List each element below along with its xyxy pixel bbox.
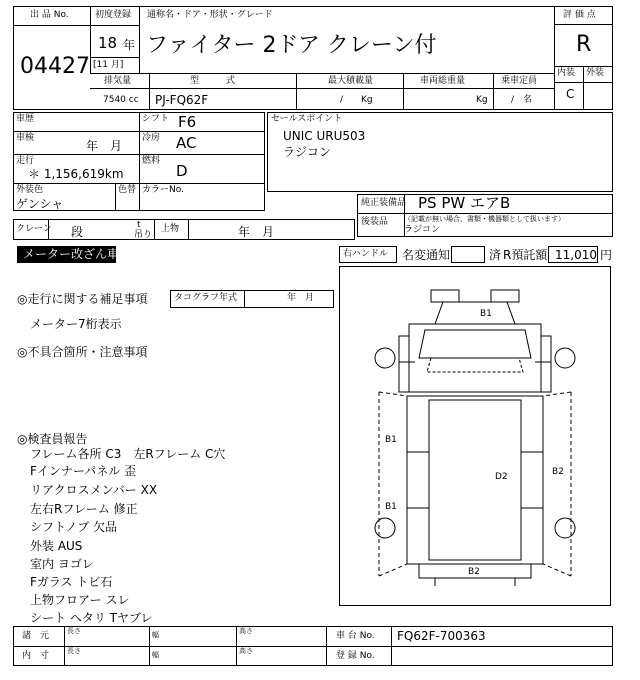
history-label: 車歴 (16, 114, 35, 124)
meter-tamper-text: メーター改ざん車 (23, 247, 120, 261)
sales-point-label: セールスポイント (271, 114, 343, 124)
height-label: 高さ (239, 647, 253, 655)
divider (13, 154, 265, 155)
diagram-mark: B2 (468, 567, 480, 577)
length-label: 長さ (67, 647, 81, 655)
spec-label: 諸 元 (22, 631, 50, 641)
eval-label: 評 価 点 (563, 10, 596, 20)
divider (13, 646, 613, 647)
max-load-label: 最大積載量 (328, 76, 374, 86)
inner-size-label: 内 寸 (22, 651, 50, 661)
mileage-value: ＊ 1,156,619km (28, 167, 124, 181)
divider (554, 24, 613, 25)
ac-value: AC (176, 134, 197, 152)
year-unit: 年 (123, 38, 136, 52)
fuel-value: D (176, 162, 188, 180)
inspector-line: Fガラス トビ石 (30, 575, 113, 589)
model-label: 型 式 (190, 76, 236, 86)
capacity-label: 乗車定員 (501, 76, 538, 86)
gross-label: 車両総重量 (420, 76, 466, 86)
displacement-value: 7540 cc (103, 95, 139, 105)
genuine-value: PS PW エアB (418, 194, 511, 212)
year-value: 18 (98, 34, 118, 52)
lot-no: 04427 (20, 54, 90, 79)
fuel-label: 燃料 (142, 156, 161, 166)
divider (554, 66, 613, 67)
chassis-label: 車 台 No. (336, 631, 375, 641)
diagram-mark: B2 (552, 467, 564, 477)
shift-value: F6 (178, 113, 197, 131)
width-label: 幅 (152, 631, 159, 639)
recycle-unit: 円 (600, 248, 613, 262)
aftermarket-note: （記載が無い場合、書類・機器類として扱います） (404, 215, 565, 223)
defects-title: ◎不具合箇所・注意事項 (17, 345, 148, 359)
divider (554, 82, 613, 83)
inspector-line: Fインナーパネル 歪 (30, 464, 137, 478)
diagram-mark: D2 (495, 472, 508, 482)
crane-hang: 吊り (134, 230, 153, 240)
sales-point-1: UNIC URU503 (283, 129, 366, 143)
meter-tamper-badge (17, 246, 120, 263)
ac-label: 冷房 (142, 133, 161, 143)
divider (391, 626, 392, 666)
inspector-line: シフトノブ 欠品 (30, 520, 118, 534)
color-change-label: 色替 (118, 185, 137, 195)
divider (188, 219, 189, 240)
vehicle-name: ファイター 2ドア クレーン付 (146, 33, 437, 58)
name-label: 通称名・ドア・形状・グレード (147, 10, 273, 20)
truck-diagram (339, 266, 611, 606)
gross-value: Kg (476, 95, 488, 105)
lot-no-label: 出 品 No. (30, 10, 69, 20)
length-label: 長さ (67, 627, 81, 635)
inspection-label: 車検 (16, 133, 35, 143)
divider (357, 213, 613, 214)
divider (115, 183, 116, 211)
inspector-line: フレーム各所 C3 左Rフレーム C穴 (30, 447, 226, 461)
divider (149, 626, 150, 666)
divider (554, 6, 555, 110)
divider (236, 626, 237, 666)
month-value: [11 月] (93, 60, 124, 70)
first-reg-label: 初度登録 (95, 10, 132, 20)
recycle-value: 11,010 (555, 248, 597, 262)
name-change-label: 名変通知 (402, 248, 451, 262)
diagram-mark: B1 (385, 502, 397, 512)
genuine-label: 純正装備品 (361, 198, 407, 208)
inspector-line: 上物フロアー スレ (30, 593, 130, 607)
inspector-line: リアクロスメンバー XX (30, 483, 158, 497)
divider (154, 219, 155, 240)
divider (64, 626, 65, 666)
right-hand-label: 右ハンドル (343, 249, 389, 259)
shift-label: シフト (142, 114, 170, 124)
inspector-line: 左右Rフレーム 修正 (30, 502, 138, 516)
capacity-value: / 名 (511, 95, 533, 105)
recycle-label: R預託額 (503, 248, 548, 262)
divider (90, 88, 554, 89)
tacho-value: 年 月 (287, 293, 315, 303)
divider (139, 112, 140, 211)
divider (149, 73, 150, 110)
width-label: 幅 (152, 651, 159, 659)
interior-score: C (566, 87, 575, 101)
body-date: 年 月 (238, 225, 275, 239)
divider (90, 6, 91, 73)
exterior-label: 外装 (586, 68, 605, 78)
inspector-line: 外装 AUS (30, 539, 83, 553)
crane-ton: t (137, 220, 141, 230)
height-label: 高さ (239, 627, 253, 635)
divider (139, 6, 140, 73)
crane-frame (13, 219, 355, 240)
inspector-title: ◎検査員報告 (17, 432, 88, 446)
body-label: 上物 (161, 224, 180, 234)
model-value: PJ-FQ62F (155, 93, 209, 107)
divider (493, 73, 494, 110)
max-load-value: / Kg (340, 95, 373, 105)
divider (296, 73, 297, 110)
aftermarket-label: 後装品 (361, 217, 389, 227)
eval-score: R (576, 32, 592, 57)
sales-point-2: ラジコン (283, 145, 332, 159)
diagram-mark: B1 (480, 309, 492, 319)
chassis-value: FQ62F-700363 (397, 629, 486, 643)
divider (90, 25, 139, 26)
inspection-value: 年 月 (86, 139, 123, 153)
ext-color-value: ゲンシャ (16, 197, 64, 211)
driving-title: ◎走行に関する補足事項 (17, 292, 148, 306)
divider (90, 73, 554, 74)
name-change-box (451, 246, 485, 263)
divider (583, 66, 584, 110)
interior-label: 内装 (557, 68, 576, 78)
divider (403, 73, 404, 110)
divider (90, 57, 139, 58)
divider (13, 131, 265, 132)
divider (244, 290, 245, 308)
driving-note: メーター7桁表示 (30, 317, 122, 331)
tacho-label: タコグラフ年式 (174, 293, 238, 303)
divider (13, 183, 265, 184)
mileage-label: 走行 (16, 156, 35, 166)
displacement-label: 排気量 (104, 76, 132, 86)
divider (326, 626, 327, 666)
ext-color-label: 外装色 (16, 185, 44, 195)
inspector-line: 室内 ヨゴレ (30, 557, 94, 571)
inspector-line: シート ヘタリ Tヤブレ (30, 611, 153, 625)
aftermarket-value: ラジコン (404, 225, 441, 235)
reg-label: 登 録 No. (336, 651, 375, 661)
crane-label: クレーン (16, 224, 52, 234)
diagram-mark: B1 (385, 435, 397, 445)
crane-stage: 段 (71, 225, 84, 239)
recycle-prefix: 済 (489, 248, 502, 262)
color-no-label: カラーNo. (142, 185, 184, 195)
